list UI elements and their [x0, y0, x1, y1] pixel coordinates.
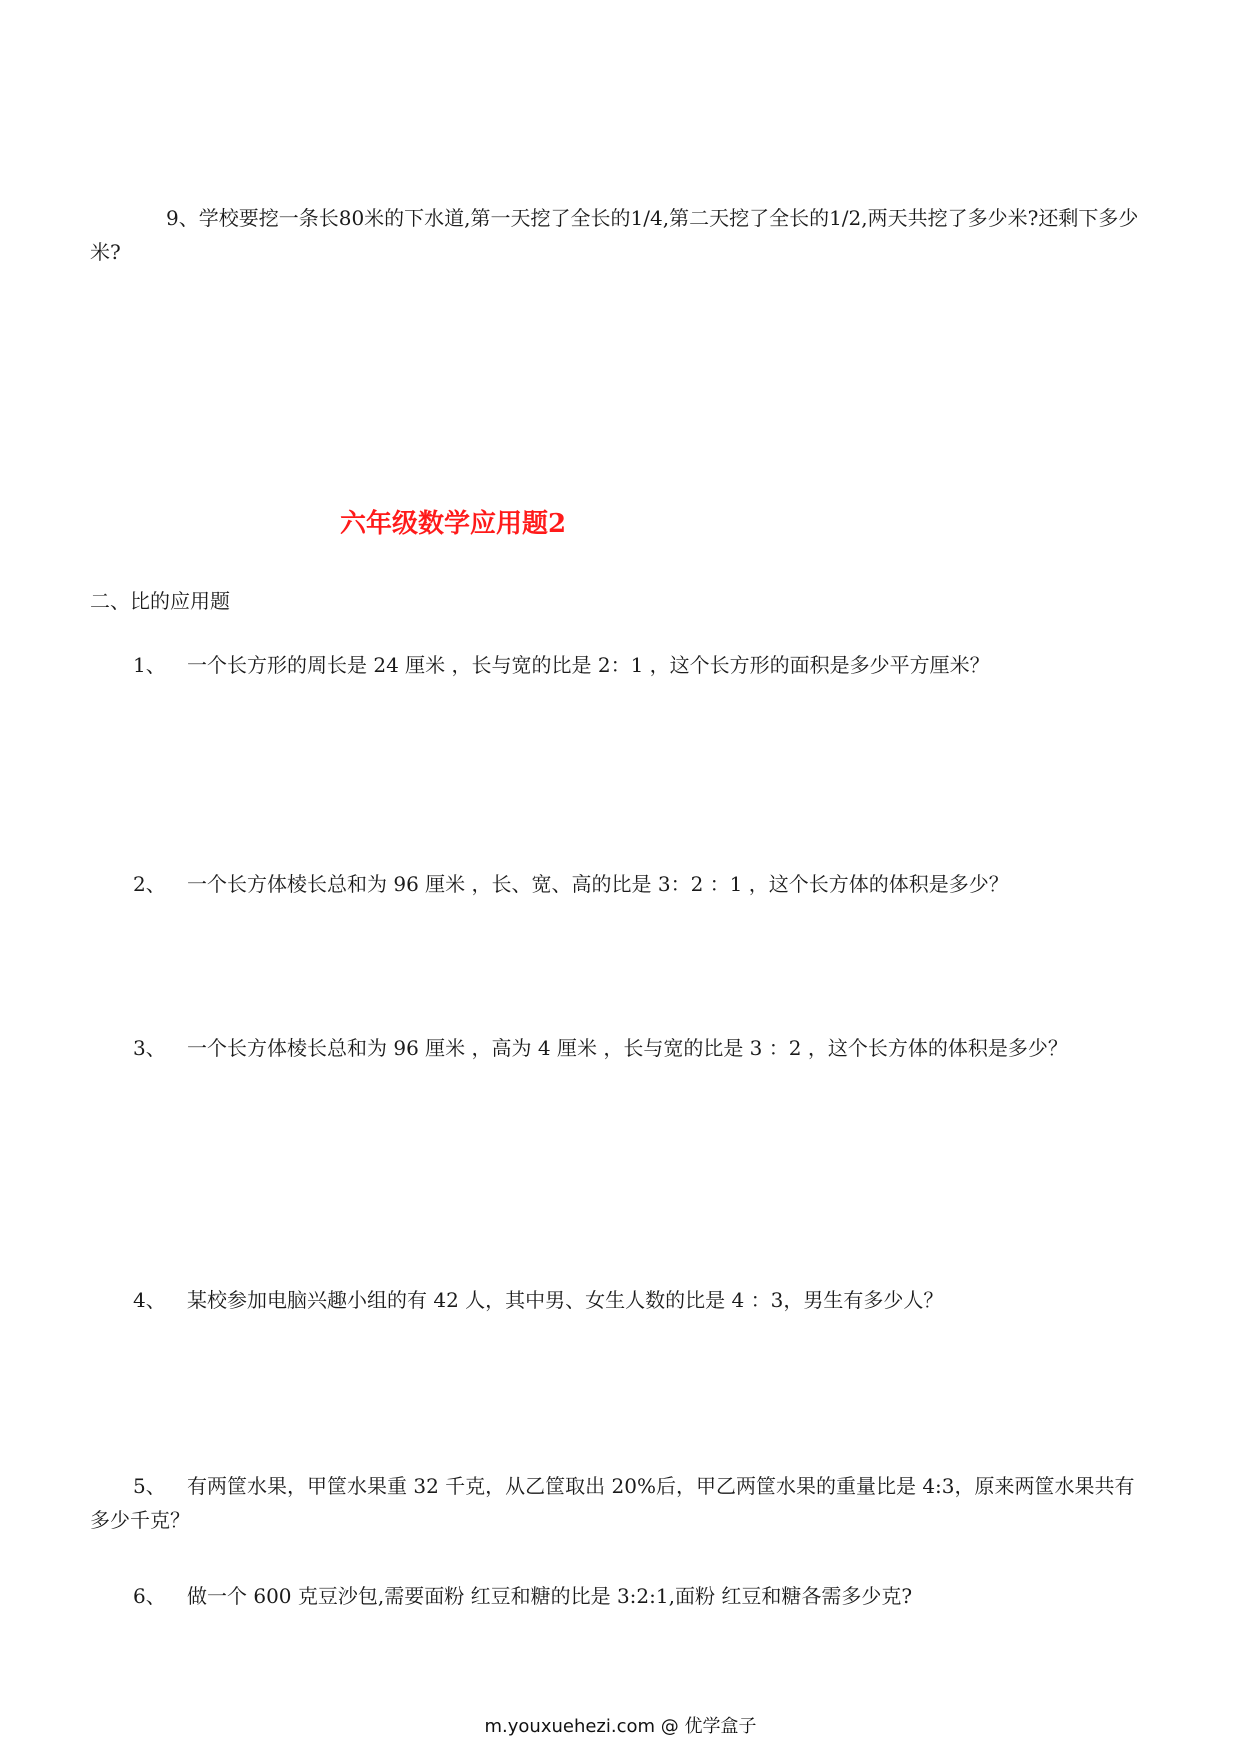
question-number: 5、 — [133, 1474, 166, 1498]
section-heading: 二、比的应用题 — [90, 589, 230, 613]
question-number: 4、 — [133, 1288, 166, 1312]
question-text: 某校参加电脑兴趣小组的有 42 人，其中男、女生人数的比是 4 ：3，男生有多少人？ — [187, 1288, 944, 1312]
question-9: 9、学校要挖一条长80米的下水道,第一天挖了全长的1/4,第二天挖了全长的1/2,两天共挖了多少米?还剩下多少米? — [90, 206, 1139, 264]
question-text: 有两筐水果，甲筐水果重 32 千克，从乙筐取出 20%后，甲乙两筐水果的重量比是 4:3，原来两筐水果共有多少千克？ — [90, 1474, 1135, 1532]
question-text: 一个长方体棱长总和为 96 厘米 ，高为 4 厘米 ，长与宽的比是 3 ：2 ，这个长方体的体积是多少？ — [187, 1036, 1068, 1060]
question-text: 一个长方形的周长是 24 厘米 ，长与宽的比是 2：1 ，这个长方形的面积是多少平方厘米？ — [187, 653, 990, 677]
question-number: 1、 — [133, 653, 166, 677]
question-number: 6、 — [133, 1584, 166, 1608]
question-text: 一个长方体棱长总和为 96 厘米 ，长、宽、高的比是 3：2 ：1 ，这个长方体的体积是多少？ — [187, 872, 1009, 896]
question-number: 3、 — [133, 1036, 166, 1060]
question-text: 做一个 600 克豆沙包,需要面粉 红豆和糖的比是 3:2:1,面粉 红豆和糖各需多少克? — [187, 1584, 913, 1608]
question-number: 2、 — [133, 872, 166, 896]
page-title: 六年级数学应用题2 — [340, 509, 567, 539]
footer-watermark[interactable]: m.youxuehezi.com @ 优学盒子 — [484, 1716, 757, 1737]
